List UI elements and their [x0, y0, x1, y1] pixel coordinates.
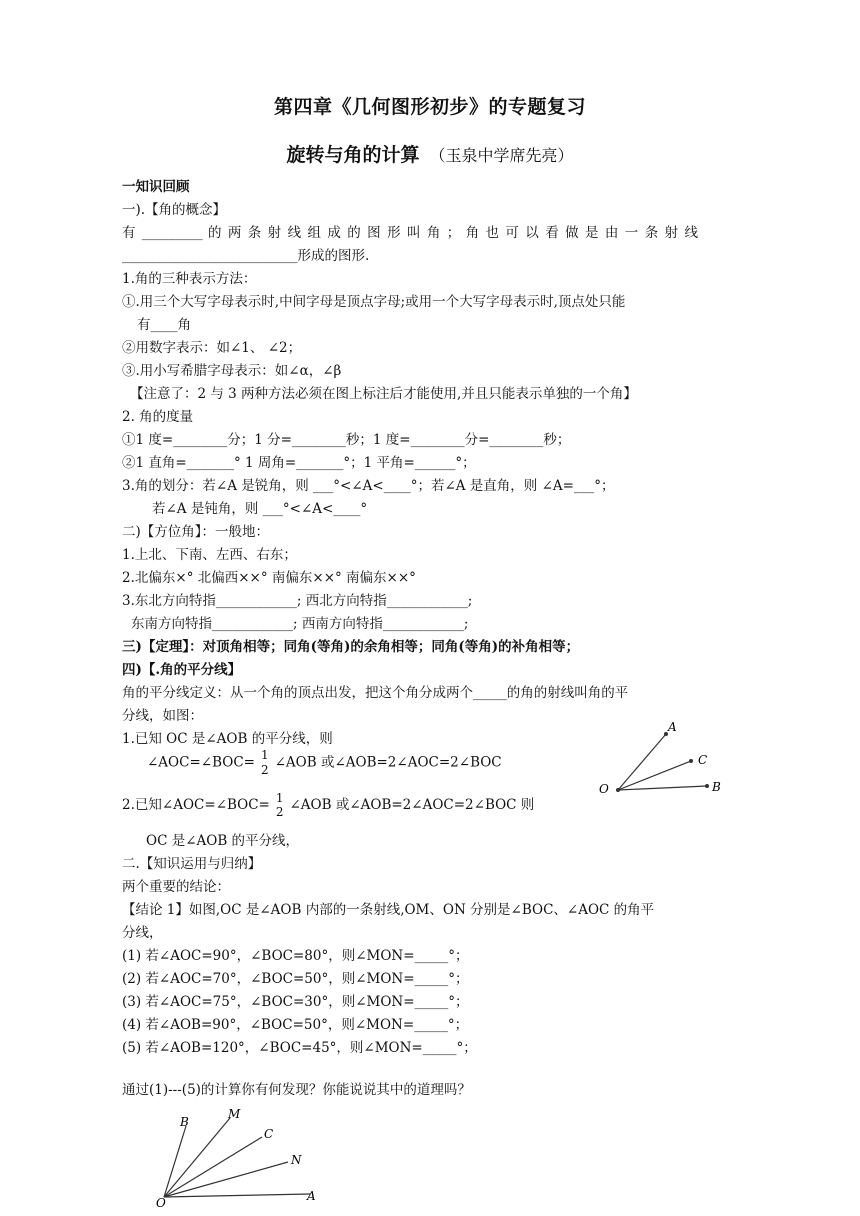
text-line: OC 是∠AOB 的平分线，	[146, 833, 300, 849]
subsection-bisector: 四)【.角的平分线】	[122, 662, 242, 678]
section-heading-application: 二.【知识运用与归纳】	[122, 856, 262, 872]
text-line: 若∠A 是钝角，则 ___°<∠A<____°	[152, 501, 368, 517]
text-line: __________________________形成的图形.	[122, 248, 370, 264]
text-line: ②用数字表示：如∠1、 ∠2；	[122, 340, 302, 356]
theorem-line: 三)【定理】：对顶角相等；同角(等角)的余角相等；同角(等角)的补角相等；	[122, 639, 580, 655]
label-m: M	[228, 1107, 241, 1121]
fraction-denominator: 2	[260, 763, 269, 777]
text-line: ②1 直角=_______° 1 周角=_______°；1 平角=______°；	[122, 455, 476, 471]
fraction-denominator: 2	[275, 805, 284, 819]
fraction-numerator: 1	[275, 791, 284, 805]
text-line: 3.角的划分：若∠A 是锐角，则 ___°<∠A<____°；若∠A 是直角，则 ∠A=___°；	[122, 478, 615, 494]
ray-on	[164, 1162, 288, 1197]
text-line: 东南方向特指____________; 西南方向特指____________;	[131, 616, 469, 632]
exercise-5: (5) 若∠AOB=120°，∠BOC=45°，则∠MON=_____°；	[122, 1040, 477, 1056]
formula-rhs: ∠AOB 或∠AOB=2∠AOC=2∠BOC	[274, 754, 502, 771]
text-line: ③.用小写希腊字母表示：如∠α，∠β	[122, 363, 342, 379]
formula-lhs: ∠AOC=∠BOC=	[147, 754, 255, 771]
label-b: B	[712, 780, 721, 794]
ray-oc	[164, 1137, 262, 1197]
question-line: 通过(1)---(5)的计算你有何发现？你能说说其中的道理吗？	[122, 1082, 471, 1098]
lesson-title	[0, 140, 860, 167]
ray-oa	[164, 1194, 310, 1197]
ray-om	[164, 1118, 230, 1197]
ray-ob	[164, 1126, 186, 1197]
text-line: ①.用三个大写字母表示时,中间字母是顶点字母;或用一个大写字母表示时,顶点处只能	[122, 294, 626, 310]
fraction-half	[261, 748, 269, 777]
formula-line-2	[122, 791, 534, 819]
text-line: ①1 度=________分；1 分=________秒；1 度=________分=________秒；	[122, 432, 571, 448]
note-line: 【注意了：2 与 3 两种方法必须在图上标注后才能使用,并且只能表示单独的一个角】	[130, 386, 637, 402]
conclusion-1-line: 【结论 1】如图,OC 是∠AOB 内部的一条射线,OM、ON 分别是∠BOC、∠AOC 的角平	[122, 902, 655, 918]
text-line: 两个重要的结论：	[122, 879, 230, 895]
fraction-numerator: 1	[260, 748, 269, 762]
label-c: C	[264, 1127, 274, 1141]
ray-oa	[618, 734, 666, 790]
section-heading-review: 一知识回顾	[122, 179, 190, 195]
text-line: 1.已知 OC 是∠AOB 的平分线，则	[122, 731, 333, 747]
text-line: 3.东北方向特指____________; 西北方向特指____________;	[122, 593, 473, 609]
lesson-title-text: 旋转与角的计算	[286, 144, 420, 166]
fraction-half	[276, 791, 284, 819]
formula-line-1	[147, 748, 502, 777]
text-line: 角的平分线定义：从一个角的顶点出发，把这个角分成两个_____的角的射线叫角的平	[122, 685, 629, 701]
text-line: 有____角	[137, 317, 191, 333]
point-o	[616, 788, 620, 792]
text-line: 1.上北、下南、左西、右东；	[122, 547, 297, 563]
label-a: A	[307, 1189, 316, 1203]
exercise-3: (3) 若∠AOC=75°，∠BOC=30°，则∠MON=_____°；	[122, 994, 469, 1010]
exercise-4: (4) 若∠AOB=90°，∠BOC=50°，则∠MON=_____°；	[122, 1017, 469, 1033]
ray-oc	[618, 761, 691, 790]
label-o: O	[599, 782, 609, 796]
exercise-2: (2) 若∠AOC=70°，∠BOC=50°，则∠MON=_____°；	[122, 971, 469, 987]
author-note: （玉泉中学席先亮）	[429, 146, 574, 165]
label-c: C	[698, 753, 708, 767]
point-b	[705, 784, 709, 788]
text-line: 1.角的三种表示方法：	[122, 271, 257, 287]
label-b: B	[180, 1115, 189, 1129]
ray-ob	[618, 786, 707, 790]
figure-angle-bisector	[590, 712, 740, 807]
label-a: A	[668, 720, 677, 734]
text-line: 分线，	[122, 925, 163, 941]
text-line: 分线，如图：	[122, 708, 203, 724]
point-c	[689, 759, 693, 763]
formula-rhs: ∠AOB 或∠AOB=2∠AOC=2∠BOC 则	[289, 797, 535, 813]
figure-conclusion-1	[150, 1104, 330, 1212]
label-o: O	[156, 1196, 166, 1210]
text-line: 2.北偏东×° 北偏西××° 南偏东××° 南偏东××°	[122, 570, 416, 586]
subsection-angle-concept: 一).【角的概念】	[122, 202, 227, 218]
exercise-1: (1) 若∠AOC=90°，∠BOC=80°，则∠MON=_____°；	[122, 948, 469, 964]
formula-lhs: 2.已知∠AOC=∠BOC=	[122, 797, 270, 813]
text-line: 有 _________ 的 两 条 射 线 组 成 的 图 形 叫 角 ； 角 也 可 以 看 做 是 由 一 条 射 线	[122, 225, 698, 241]
text-line: 2. 角的度量	[122, 409, 194, 425]
subsection-direction-angle: 二)【方位角】：一般地：	[122, 524, 270, 540]
chapter-title: 第四章《几何图形初步》的专题复习	[273, 96, 586, 118]
label-n: N	[291, 1153, 302, 1167]
